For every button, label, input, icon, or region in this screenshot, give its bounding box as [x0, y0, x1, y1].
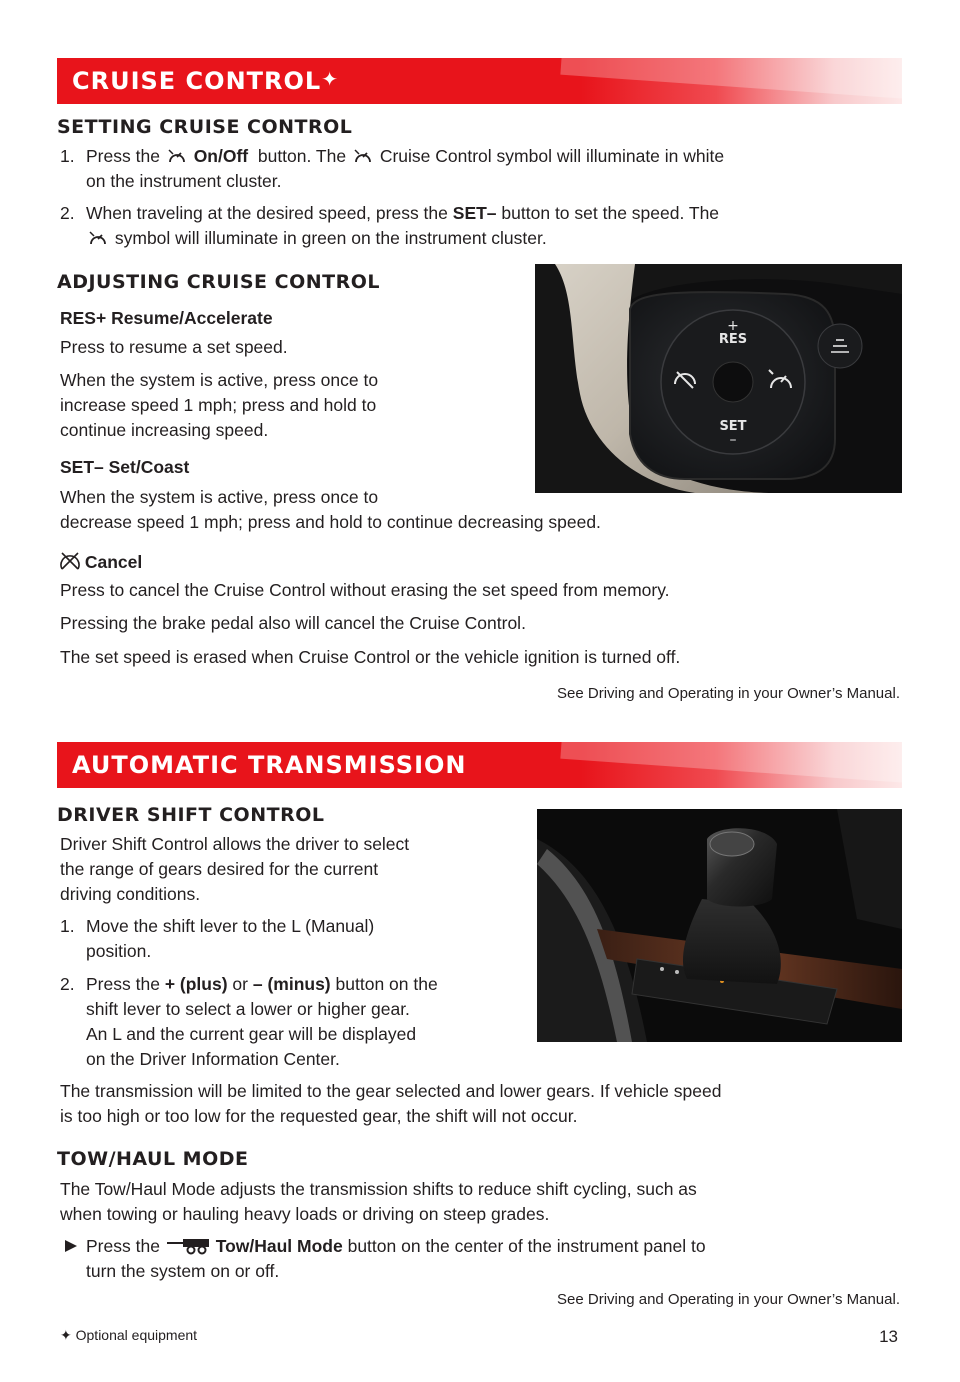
text: Cruise Control symbol will illuminate in white: [379, 146, 725, 166]
step-number: 2.: [60, 974, 75, 994]
res-title: RES+ Resume/Accelerate: [60, 308, 273, 328]
setting-step-1: [86, 144, 724, 169]
cruise-control-icon: [353, 147, 373, 165]
dsc-step-2-l3: An L and the current gear will be displayed: [86, 1024, 417, 1044]
plus-label: +: [727, 318, 739, 334]
dsc-paragraph-l3: driving conditions.: [60, 884, 201, 904]
setting-cruise-heading: SETTING CRUISE CONTROL: [57, 116, 353, 138]
set-button-label: SET: [719, 419, 747, 434]
text: Press the: [86, 1236, 160, 1256]
driver-shift-heading: DRIVER SHIFT CONTROL: [57, 804, 325, 826]
see-owners-manual: See Driving and Operating in your Owner’s Manual.: [557, 1291, 900, 1308]
adjusting-cruise-heading: ADJUSTING CRUISE CONTROL: [57, 271, 380, 293]
text: Press the: [86, 146, 160, 166]
shift-lever-illustration: [537, 809, 902, 1042]
minus-label: – (minus): [252, 974, 331, 994]
triangle-bullet-icon: [64, 1239, 78, 1253]
tow-haul-heading: TOW/HAUL MODE: [57, 1148, 249, 1170]
text: symbol will illuminate in green on the instrument cluster.: [114, 228, 547, 248]
tow-haul-icon: [165, 1237, 211, 1255]
cancel-paragraph-1: Press to cancel the Cruise Control without erasing the set speed from memory.: [60, 580, 670, 600]
dsc-step-1: Move the shift lever to the L (Manual): [86, 916, 375, 936]
tow-haul-label: Tow/Haul Mode: [215, 1236, 343, 1256]
plus-label: + (plus): [164, 974, 228, 994]
optional-label: Optional equipment: [75, 1327, 198, 1343]
cruise-control-banner: [57, 58, 902, 104]
dsc-step-2-l2: shift lever to select a lower or higher gear.: [86, 999, 410, 1019]
step-number: 2.: [60, 203, 75, 223]
cancel-icon: [60, 551, 80, 571]
res-paragraph-1: Press to resume a set speed.: [60, 337, 288, 357]
tow-bullet-cont: turn the system on or off.: [86, 1261, 280, 1281]
see-owners-manual: See Driving and Operating in your Owner’s Manual.: [557, 685, 900, 702]
res-paragraph-2-l2: increase speed 1 mph; press and hold to: [60, 395, 377, 415]
tow-paragraph-l1: The Tow/Haul Mode adjusts the transmission shifts to reduce shift cycling, such as: [60, 1179, 697, 1199]
step-number: 1.: [60, 146, 75, 166]
setting-step-1-cont: on the instrument cluster.: [86, 171, 282, 191]
text: button on the: [335, 974, 438, 994]
automatic-transmission-banner: [57, 742, 902, 788]
tow-bullet: [86, 1234, 706, 1259]
cancel-paragraph-3: The set speed is erased when Cruise Control or the vehicle ignition is turned off.: [60, 647, 681, 667]
limit-paragraph-l2: is too high or too low for the requested gear, the shift will not occur.: [60, 1106, 578, 1126]
page-number: 13: [879, 1327, 898, 1346]
text: Press the: [86, 974, 160, 994]
setting-step-2: [86, 201, 719, 226]
steering-wheel-controls-photo: [535, 264, 902, 493]
dsc-step-2: [86, 972, 438, 997]
cruise-control-title: [72, 58, 339, 104]
cancel-title: Cancel: [84, 552, 143, 572]
text: When traveling at the desired speed, press the: [86, 203, 448, 223]
cruise-control-icon: [88, 229, 108, 247]
limit-paragraph-l1: The transmission will be limited to the gear selected and lower gears. If vehicle speed: [60, 1081, 722, 1101]
dsc-step-2-l4: on the Driver Information Center.: [86, 1049, 340, 1069]
set-label: SET–: [452, 203, 497, 223]
dsc-step-1-cont: position.: [86, 941, 152, 961]
res-paragraph-2-l3: continue increasing speed.: [60, 420, 269, 440]
tow-paragraph-l2: when towing or hauling heavy loads or driving on steep grades.: [60, 1204, 550, 1224]
shift-lever-photo: [537, 809, 902, 1042]
set-paragraph-l1: When the system is active, press once to: [60, 487, 379, 507]
text: or: [232, 974, 248, 994]
cruise-control-icon: [167, 147, 187, 165]
text: button on the center of the instrument panel to: [347, 1236, 706, 1256]
res-paragraph-2-l1: When the system is active, press once to: [60, 370, 379, 390]
step-number: 1.: [60, 916, 75, 936]
bullet-arrow-icon: [64, 1234, 78, 1259]
setting-step-2-cont: [86, 226, 547, 251]
dsc-paragraph-l2: the range of gears desired for the current: [60, 859, 379, 879]
on-off-label: On/Off: [193, 146, 249, 166]
banner-text: CRUISE CONTROL: [72, 67, 322, 95]
text: button to set the speed. The: [501, 203, 720, 223]
optional-star-icon: ✦: [60, 1327, 72, 1343]
optional-star-icon: ✦: [321, 67, 339, 91]
res-button-label: RES: [718, 332, 748, 347]
optional-equipment-footnote: [60, 1327, 197, 1344]
automatic-transmission-title: AUTOMATIC TRANSMISSION: [72, 751, 467, 779]
minus-label: –: [729, 432, 737, 448]
cancel-title-row: [60, 550, 142, 575]
steering-wheel-illustration: [535, 264, 902, 493]
dsc-paragraph-l1: Driver Shift Control allows the driver to select: [60, 834, 410, 854]
set-paragraph-l2: decrease speed 1 mph; press and hold to continue decreasing speed.: [60, 512, 601, 532]
cancel-paragraph-2: Pressing the brake pedal also will cancel the Cruise Control.: [60, 613, 526, 633]
text: button. The: [257, 146, 347, 166]
set-title: SET– Set/Coast: [60, 457, 190, 477]
